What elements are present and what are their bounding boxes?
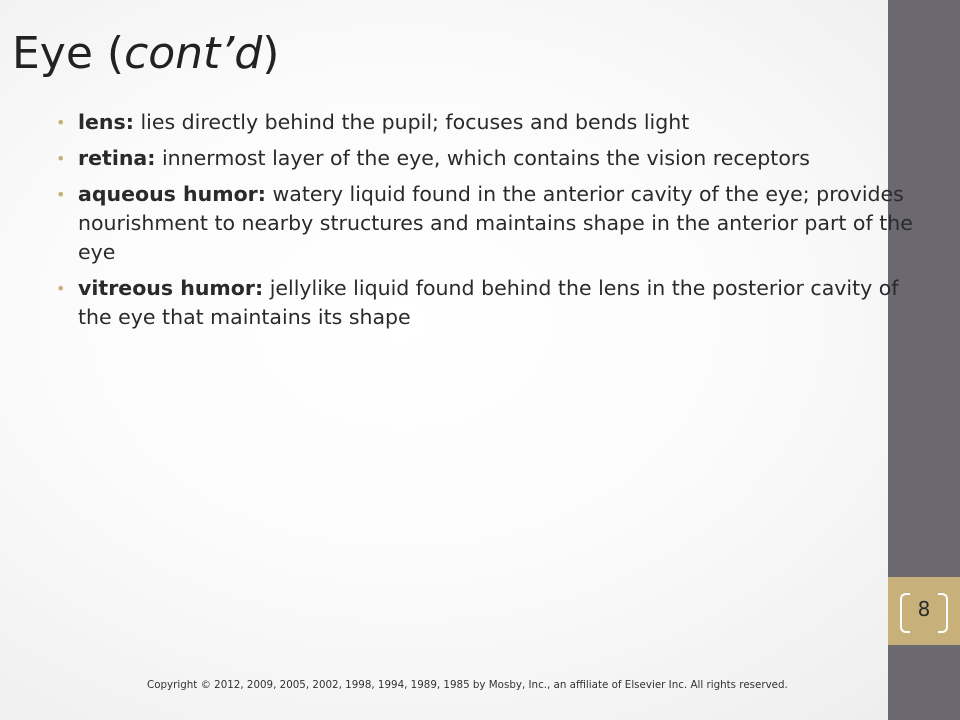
slide-title [12, 26, 279, 82]
bullet-text: innermost layer of the eye, which contains the vision receptors [155, 146, 810, 170]
slide-number-box [888, 577, 960, 645]
bullet-item [50, 108, 930, 137]
bullet-item [50, 144, 930, 173]
bullet-term: retina: [78, 146, 156, 170]
title-italic: cont’d [124, 28, 263, 79]
bullet-term: lens: [78, 110, 134, 134]
slide-number: 8 [917, 597, 931, 621]
bullet-item [50, 274, 930, 332]
bullet-text: lies directly behind the pupil; focuses and bends light [133, 110, 690, 134]
bullet-text: jellylike liquid found behind the lens in the posterior cavity of the eye that maintains its shape [78, 276, 899, 329]
right-bracket-icon [938, 593, 948, 633]
bullet-dot-icon: • [56, 149, 66, 168]
copyright-notice: Copyright © 2012, 2009, 2005, 2002, 1998, 1994, 1989, 1985 by Mosby, Inc., an affiliate of Elsevier Inc. All rights reserved. [147, 679, 788, 691]
title-close: ) [262, 28, 280, 79]
bullet-term: aqueous humor: [78, 182, 266, 206]
bullet-dot-icon: • [56, 113, 66, 132]
bullet-term: vitreous humor: [78, 276, 264, 300]
bullet-list [50, 108, 930, 339]
bullet-dot-icon: • [56, 279, 66, 298]
bullet-dot-icon: • [56, 185, 66, 204]
bullet-text: watery liquid found in the anterior cavity of the eye; provides nourishment to nearby structures and maintains shape in the anterior part of the eye [78, 182, 913, 264]
bullet-item [50, 180, 930, 267]
title-main: Eye ( [12, 28, 125, 79]
